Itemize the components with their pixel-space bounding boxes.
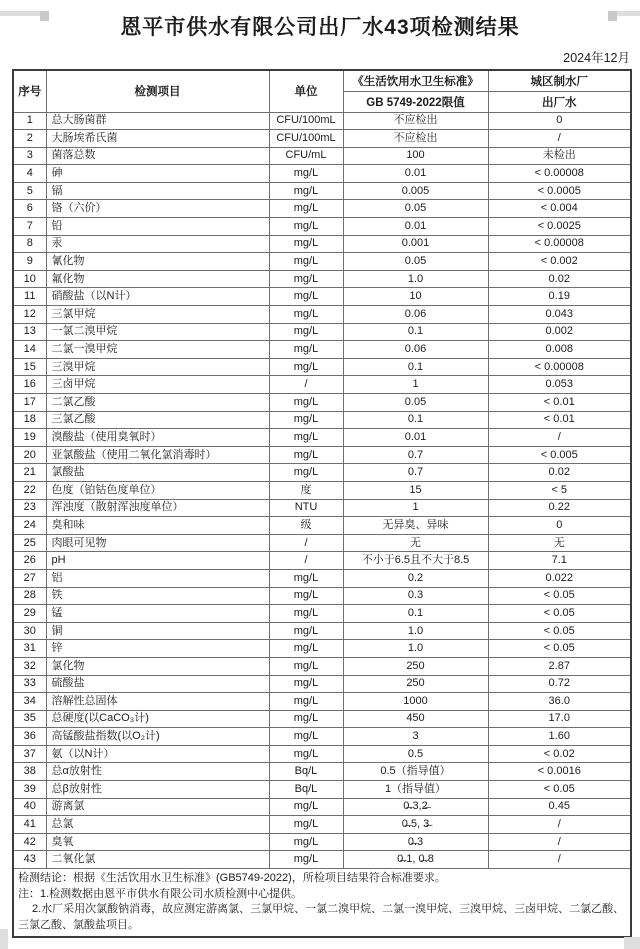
cell-value: 2.87 [488, 657, 631, 675]
cell-no: 40 [13, 798, 46, 816]
header-col-plant-line2: 出厂水 [488, 91, 631, 112]
cell-no: 12 [13, 306, 46, 324]
cell-no: 10 [13, 270, 46, 288]
cell-limit: 0.06 [343, 341, 488, 359]
cell-limit: 0.01 [343, 165, 488, 183]
cell-item: 菌落总数 [46, 147, 269, 165]
cell-no: 19 [13, 429, 46, 447]
cell-item: 一氯二溴甲烷 [46, 323, 269, 341]
cell-no: 1 [13, 112, 46, 130]
table-row [13, 464, 631, 482]
cell-limit: 250 [343, 657, 488, 675]
cell-no: 26 [13, 552, 46, 570]
cell-item: 二氧化氯 [46, 851, 269, 869]
cell-no: 42 [13, 833, 46, 851]
cell-item: 氰化物 [46, 253, 269, 271]
cell-item: 总氯 [46, 816, 269, 834]
header-col-unit: 单位 [269, 70, 343, 112]
cell-item: 溴酸盐（使用臭氧时） [46, 429, 269, 447]
table-row [13, 675, 631, 693]
cell-no: 41 [13, 816, 46, 834]
cell-limit: 0.05 [343, 253, 488, 271]
cell-item: 总β放射性 [46, 781, 269, 799]
table-row [13, 182, 631, 200]
cell-value: 0.22 [488, 499, 631, 517]
table-row [13, 657, 631, 675]
cell-limit: 0.1 [343, 605, 488, 623]
table-row [13, 833, 631, 851]
table-row [13, 429, 631, 447]
table-row [13, 130, 631, 148]
cell-unit: mg/L [269, 323, 343, 341]
cell-item: 铜 [46, 622, 269, 640]
cell-value: 0.008 [488, 341, 631, 359]
cell-unit: mg/L [269, 675, 343, 693]
header-col-limit-line1: 《生活饮用水卫生标准》 [343, 70, 488, 91]
cell-unit: mg/L [269, 341, 343, 359]
notes-cell [13, 869, 631, 938]
cell-value: 0.02 [488, 464, 631, 482]
table-row [13, 112, 631, 130]
cell-no: 18 [13, 411, 46, 429]
cell-unit: NTU [269, 499, 343, 517]
cell-unit: mg/L [269, 657, 343, 675]
cell-unit: mg/L [269, 833, 343, 851]
cell-unit: mg/L [269, 429, 343, 447]
table-row [13, 798, 631, 816]
cell-value: 0.022 [488, 569, 631, 587]
cell-no: 29 [13, 605, 46, 623]
cell-item: 氨（以N计） [46, 745, 269, 763]
cell-unit: mg/L [269, 253, 343, 271]
table-header [13, 70, 631, 112]
cell-value: < 0.05 [488, 781, 631, 799]
cell-unit: mg/L [269, 851, 343, 869]
cell-unit: mg/L [269, 358, 343, 376]
cell-no: 38 [13, 763, 46, 781]
cell-item: 高锰酸盐指数(以O₂计) [46, 728, 269, 746]
cell-value: 0.45 [488, 798, 631, 816]
table-row [13, 605, 631, 623]
cell-unit: mg/L [269, 182, 343, 200]
cell-limit: 0̶.3 [343, 833, 488, 851]
cell-no: 28 [13, 587, 46, 605]
cell-limit: 0̶.5, 3̶ [343, 816, 488, 834]
cell-item: 浑浊度（散射浑浊度单位） [46, 499, 269, 517]
cell-item: 大肠埃希氏菌 [46, 130, 269, 148]
cell-value: / [488, 851, 631, 869]
table-row [13, 481, 631, 499]
cell-no: 11 [13, 288, 46, 306]
cell-no: 17 [13, 394, 46, 412]
cell-no: 27 [13, 569, 46, 587]
table-row [13, 816, 631, 834]
cell-value: < 0.01 [488, 411, 631, 429]
cell-value: 36.0 [488, 693, 631, 711]
cell-unit: mg/L [269, 798, 343, 816]
cell-value: 未检出 [488, 147, 631, 165]
cell-unit: / [269, 376, 343, 394]
scan-artifact-top-right-square [608, 11, 617, 21]
cell-unit: mg/L [269, 165, 343, 183]
cell-item: 氯化物 [46, 657, 269, 675]
table-row [13, 781, 631, 799]
table-row [13, 446, 631, 464]
cell-no: 36 [13, 728, 46, 746]
cell-value: < 0.00008 [488, 165, 631, 183]
cell-unit: / [269, 534, 343, 552]
table-row [13, 587, 631, 605]
cell-no: 7 [13, 218, 46, 236]
conclusion-text: 检测结论：根据《生活饮用水卫生标准》(GB5749-2022)，所检项目结果符合标准要求。 [18, 872, 446, 885]
cell-limit: 1 [343, 376, 488, 394]
cell-item: 色度（铂钴色度单位） [46, 481, 269, 499]
cell-limit: 15 [343, 481, 488, 499]
cell-unit: Bq/L [269, 781, 343, 799]
table-row [13, 288, 631, 306]
cell-item: 总α放射性 [46, 763, 269, 781]
cell-limit: 1000 [343, 693, 488, 711]
cell-no: 3 [13, 147, 46, 165]
cell-value: / [488, 833, 631, 851]
cell-value: < 0.005 [488, 446, 631, 464]
cell-value: < 0.004 [488, 200, 631, 218]
note2-text: 2.水厂采用次氯酸钠消毒，故应测定游离氯、三氯甲烷、一氯二溴甲烷、二氯一溴甲烷、三溴甲烷、三卤甲烷、二氯乙酸、三氯乙酸、氯酸盐项目。 [18, 903, 625, 931]
cell-limit: 0.01 [343, 218, 488, 236]
cell-limit: 0.7 [343, 464, 488, 482]
cell-value: < 5 [488, 481, 631, 499]
cell-limit: 0.5 [343, 745, 488, 763]
report-date: 2024年12月 [563, 51, 630, 65]
cell-unit: mg/L [269, 411, 343, 429]
cell-limit: 100 [343, 147, 488, 165]
cell-item: 氯酸盐 [46, 464, 269, 482]
cell-unit: mg/L [269, 605, 343, 623]
table-row [13, 323, 631, 341]
cell-limit: 1.0 [343, 640, 488, 658]
table-row [13, 200, 631, 218]
page-title: 恩平市供水有限公司出厂水43项检测结果 [120, 16, 520, 39]
cell-value: 17.0 [488, 710, 631, 728]
cell-unit: / [269, 552, 343, 570]
cell-no: 9 [13, 253, 46, 271]
table-row [13, 622, 631, 640]
cell-value: < 0.0025 [488, 218, 631, 236]
cell-unit: mg/L [269, 270, 343, 288]
cell-limit: 3 [343, 728, 488, 746]
cell-no: 4 [13, 165, 46, 183]
cell-no: 13 [13, 323, 46, 341]
cell-limit: 不应检出 [343, 130, 488, 148]
cell-unit: mg/L [269, 235, 343, 253]
cell-limit: 0̶.3,2̶ [343, 798, 488, 816]
cell-no: 31 [13, 640, 46, 658]
table-body [13, 112, 631, 869]
cell-item: 亚氯酸盐（使用二氧化氯消毒时） [46, 446, 269, 464]
cell-item: 臭氧 [46, 833, 269, 851]
cell-limit: 1（指导值） [343, 781, 488, 799]
cell-no: 5 [13, 182, 46, 200]
table-row [13, 218, 631, 236]
table-row [13, 235, 631, 253]
cell-item: 三溴甲烷 [46, 358, 269, 376]
cell-unit: 度 [269, 481, 343, 499]
cell-item: 镉 [46, 182, 269, 200]
cell-value: 1.60 [488, 728, 631, 746]
header-col-limit-line2: GB 5749-2022限值 [343, 91, 488, 112]
cell-item: 溶解性总固体 [46, 693, 269, 711]
cell-no: 16 [13, 376, 46, 394]
cell-value: 0.053 [488, 376, 631, 394]
cell-limit: 0.001 [343, 235, 488, 253]
cell-value: 0.002 [488, 323, 631, 341]
cell-limit: 0.5（指导值） [343, 763, 488, 781]
cell-limit: 10 [343, 288, 488, 306]
cell-no: 15 [13, 358, 46, 376]
cell-unit: mg/L [269, 693, 343, 711]
cell-value: 无 [488, 534, 631, 552]
cell-item: 铬（六价） [46, 200, 269, 218]
cell-limit: 0.06 [343, 306, 488, 324]
cell-no: 33 [13, 675, 46, 693]
cell-limit: 250 [343, 675, 488, 693]
cell-value: < 0.05 [488, 605, 631, 623]
cell-limit: 0.7 [343, 446, 488, 464]
scan-artifact-top-left-square [40, 11, 49, 21]
cell-item: 锌 [46, 640, 269, 658]
cell-limit: 1 [343, 499, 488, 517]
table-row [13, 253, 631, 271]
cell-unit: mg/L [269, 464, 343, 482]
cell-no: 35 [13, 710, 46, 728]
cell-limit: 1.0 [343, 622, 488, 640]
table-row [13, 640, 631, 658]
cell-unit: mg/L [269, 306, 343, 324]
cell-item: 汞 [46, 235, 269, 253]
table-row [13, 552, 631, 570]
table-row [13, 147, 631, 165]
cell-value: 0 [488, 517, 631, 535]
cell-value: 0.72 [488, 675, 631, 693]
table-row [13, 534, 631, 552]
cell-unit: mg/L [269, 816, 343, 834]
cell-unit: 级 [269, 517, 343, 535]
cell-value: / [488, 130, 631, 148]
cell-value: / [488, 429, 631, 447]
cell-limit: 无 [343, 534, 488, 552]
cell-unit: mg/L [269, 622, 343, 640]
cell-item: 硫酸盐 [46, 675, 269, 693]
table-row [13, 710, 631, 728]
cell-item: 二氯一溴甲烷 [46, 341, 269, 359]
cell-unit: mg/L [269, 446, 343, 464]
cell-limit: 450 [343, 710, 488, 728]
cell-value: < 0.02 [488, 745, 631, 763]
cell-limit: 0.1 [343, 323, 488, 341]
cell-limit: 0.2 [343, 569, 488, 587]
cell-value: < 0.00008 [488, 235, 631, 253]
cell-item: 铁 [46, 587, 269, 605]
table-row [13, 763, 631, 781]
cell-item: 三卤甲烷 [46, 376, 269, 394]
cell-value: < 0.05 [488, 640, 631, 658]
cell-limit: 0.05 [343, 200, 488, 218]
cell-item: 氟化物 [46, 270, 269, 288]
cell-unit: mg/L [269, 218, 343, 236]
cell-item: 总大肠菌群 [46, 112, 269, 130]
table-row [13, 569, 631, 587]
note1-text: 注：1.检测数据由恩平市供水有限公司水质检测中心提供。 [18, 887, 303, 900]
cell-unit: mg/L [269, 569, 343, 587]
cell-unit: mg/L [269, 728, 343, 746]
cell-no: 14 [13, 341, 46, 359]
cell-item: 游离氯 [46, 798, 269, 816]
cell-value: 7.1 [488, 552, 631, 570]
cell-limit: 0.1 [343, 411, 488, 429]
cell-value: 0 [488, 112, 631, 130]
header-col-no: 序号 [13, 70, 46, 112]
cell-limit: 0.3 [343, 587, 488, 605]
cell-limit: 0.05 [343, 394, 488, 412]
cell-item: 总硬度(以CaCO₃计) [46, 710, 269, 728]
cell-value: < 0.01 [488, 394, 631, 412]
cell-limit: 不小于6.5且不大于8.5 [343, 552, 488, 570]
cell-no: 2 [13, 130, 46, 148]
table-row [13, 270, 631, 288]
cell-limit: 0.005 [343, 182, 488, 200]
cell-unit: CFU/100mL [269, 130, 343, 148]
table-row [13, 165, 631, 183]
cell-value: / [488, 816, 631, 834]
cell-unit: mg/L [269, 394, 343, 412]
cell-no: 23 [13, 499, 46, 517]
table-row [13, 394, 631, 412]
table-footer [13, 869, 631, 938]
cell-unit: mg/L [269, 288, 343, 306]
table-row [13, 341, 631, 359]
table-row [13, 745, 631, 763]
cell-value: 0.043 [488, 306, 631, 324]
cell-no: 6 [13, 200, 46, 218]
cell-limit: 0.1 [343, 358, 488, 376]
table-row [13, 376, 631, 394]
cell-value: < 0.00008 [488, 358, 631, 376]
cell-item: 锰 [46, 605, 269, 623]
cell-value: < 0.0005 [488, 182, 631, 200]
cell-unit: CFU/mL [269, 147, 343, 165]
cell-item: 臭和味 [46, 517, 269, 535]
cell-value: < 0.05 [488, 587, 631, 605]
cell-unit: mg/L [269, 587, 343, 605]
cell-limit: 0̶.1, 0̶.8 [343, 851, 488, 869]
cell-unit: mg/L [269, 200, 343, 218]
cell-item: 三氯甲烷 [46, 306, 269, 324]
cell-no: 20 [13, 446, 46, 464]
cell-no: 32 [13, 657, 46, 675]
cell-item: 砷 [46, 165, 269, 183]
table-row [13, 728, 631, 746]
cell-limit: 1.0 [343, 270, 488, 288]
cell-unit: mg/L [269, 640, 343, 658]
table-row [13, 411, 631, 429]
cell-no: 43 [13, 851, 46, 869]
cell-no: 8 [13, 235, 46, 253]
cell-unit: Bq/L [269, 763, 343, 781]
cell-unit: mg/L [269, 745, 343, 763]
scan-artifact-bottom-right [624, 937, 640, 949]
test-results-table [12, 69, 632, 938]
cell-no: 22 [13, 481, 46, 499]
cell-value: < 0.002 [488, 253, 631, 271]
cell-no: 39 [13, 781, 46, 799]
cell-value: 0.02 [488, 270, 631, 288]
table-row [13, 358, 631, 376]
cell-no: 21 [13, 464, 46, 482]
cell-no: 37 [13, 745, 46, 763]
cell-value: < 0.05 [488, 622, 631, 640]
table-row [13, 306, 631, 324]
cell-item: 硝酸盐（以N计） [46, 288, 269, 306]
table-row [13, 851, 631, 869]
cell-item: 铅 [46, 218, 269, 236]
cell-value: 0.19 [488, 288, 631, 306]
cell-item: pH [46, 552, 269, 570]
cell-limit: 0.01 [343, 429, 488, 447]
cell-no: 25 [13, 534, 46, 552]
header-col-item: 检测项目 [46, 70, 269, 112]
table-row [13, 693, 631, 711]
cell-limit: 无异臭、异味 [343, 517, 488, 535]
cell-unit: mg/L [269, 710, 343, 728]
cell-item: 三氯乙酸 [46, 411, 269, 429]
cell-no: 24 [13, 517, 46, 535]
cell-no: 34 [13, 693, 46, 711]
table-row [13, 499, 631, 517]
cell-item: 二氯乙酸 [46, 394, 269, 412]
cell-limit: 不应检出 [343, 112, 488, 130]
cell-item: 铝 [46, 569, 269, 587]
cell-no: 30 [13, 622, 46, 640]
table-row [13, 517, 631, 535]
cell-item: 肉眼可见物 [46, 534, 269, 552]
header-col-plant-line1: 城区制水厂 [488, 70, 631, 91]
scan-artifact-bottom-left [0, 929, 8, 949]
cell-value: < 0.0016 [488, 763, 631, 781]
cell-unit: CFU/100mL [269, 112, 343, 130]
